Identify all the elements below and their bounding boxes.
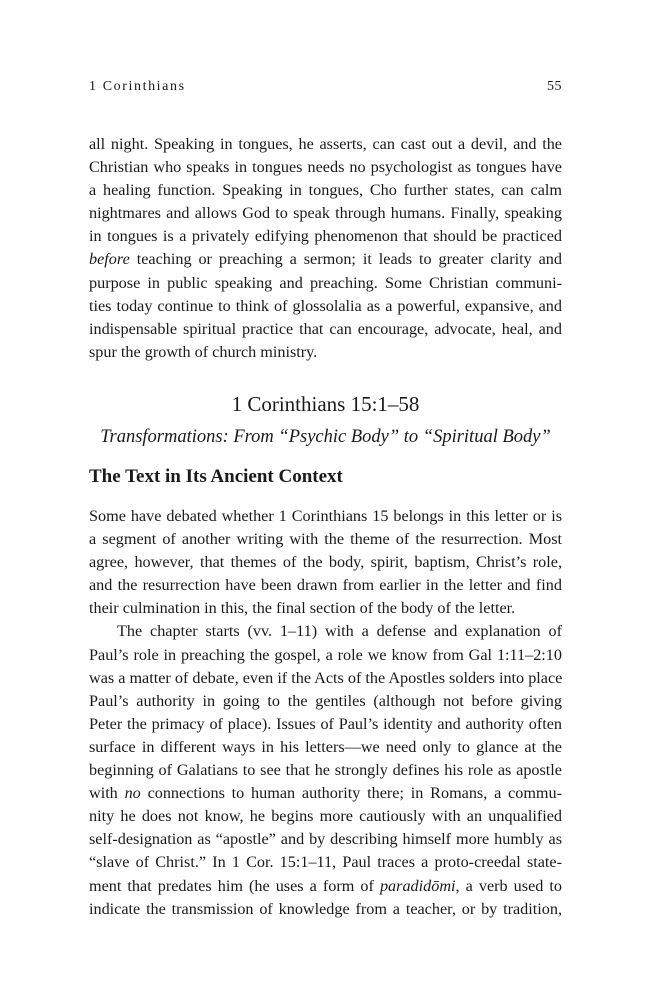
text-line-rest: , a verb used to — [455, 876, 562, 895]
emphasis-no: no — [124, 784, 141, 803]
text-line: indicate the transmission of knowledge from a teacher, or by tradition, — [89, 899, 562, 918]
text-line — [89, 875, 562, 898]
text-line: surface in different ways in his letters—we need only to glance at the — [89, 737, 562, 756]
running-head — [89, 79, 562, 99]
text-line: Paul’s role in preaching the gospel, a role we know from Gal 1:11–2:10 — [89, 645, 562, 664]
text-line: agree, however, that themes of the body, spirit, baptism, Christ’s role, — [89, 553, 562, 572]
text-line: The chapter starts (vv. 1–11) with a defense and explanation of — [117, 622, 562, 641]
text-line: self-designation as “apostle” and by describing himself more humbly as — [89, 830, 562, 849]
emphasis-before: before — [89, 250, 130, 269]
text-line: nightmares and allows God to speak through humans. Finally, speaking — [89, 204, 562, 223]
paragraph-continued — [89, 133, 562, 364]
text-line: a healing function. Speaking in tongues, Cho further states, can calm — [89, 181, 562, 200]
text-line: purpose in public speaking and preaching. Some Christian communi- — [89, 273, 562, 292]
section-body — [89, 505, 562, 921]
text-line: nity he does not know, he begins more cautiously with an unqualified — [89, 807, 562, 826]
text-line — [89, 248, 562, 271]
section-subtitle: Transformations: From “Psychic Body” to “Spiritual Body” — [100, 427, 551, 447]
text-line: “slave of Christ.” In 1 Cor. 15:1–11, Paul traces a proto-creedal state- — [89, 853, 562, 872]
text-line: and the resurrection have been drawn from earlier in the letter and find — [89, 576, 562, 595]
text-line: Christian who speaks in tongues needs no psychologist as tongues have — [89, 158, 562, 177]
text-line: their culmination in this, the final section of the body of the letter. — [89, 599, 516, 618]
text-line: Some have debated whether 1 Corinthians 15 belongs in this letter or is — [89, 507, 562, 525]
text-line: a segment of another writing with the theme of the resurrection. Most — [89, 530, 562, 549]
text-line-start: with — [89, 784, 118, 803]
text-line: Paul’s authority in going to the gentiles (although not before giving — [89, 691, 562, 710]
text-line: beginning of Galatians to see that he strongly defines his role as apostle — [89, 761, 562, 780]
text-line-start: ment that predates him (he uses a form of — [89, 876, 374, 895]
text-line-rest: teaching or preaching a sermon; it leads to greater clarity and — [136, 250, 562, 269]
running-head-title: 1 Corinthians — [89, 79, 186, 94]
text-line-rest: connections to human authority there; in Romans, a commu- — [147, 784, 562, 803]
text-line: ties today continue to think of glossolalia as a powerful, expansive, and — [89, 296, 562, 315]
text-line: all night. Speaking in tongues, he asserts, can cast out a devil, and the — [89, 135, 562, 153]
text-line: Peter the primacy of place). Issues of Paul’s identity and authority often — [89, 714, 562, 733]
text-line — [89, 782, 562, 805]
text-line: spur the growth of church ministry. — [89, 342, 318, 361]
text-line: in tongues is a privately edifying phenomenon that should be practiced — [89, 227, 562, 246]
page-number: 55 — [547, 79, 562, 94]
subheading: The Text in Its Ancient Context — [89, 466, 343, 487]
text-line: indispensable spiritual practice that can encourage, advocate, heal, and — [89, 319, 562, 338]
section-title: 1 Corinthians 15:1–58 — [231, 392, 420, 416]
emphasis-paradidomi: paradidōmi — [379, 876, 456, 895]
text-line: was a matter of debate, even if the Acts of the Apostles solders into place — [89, 668, 563, 687]
